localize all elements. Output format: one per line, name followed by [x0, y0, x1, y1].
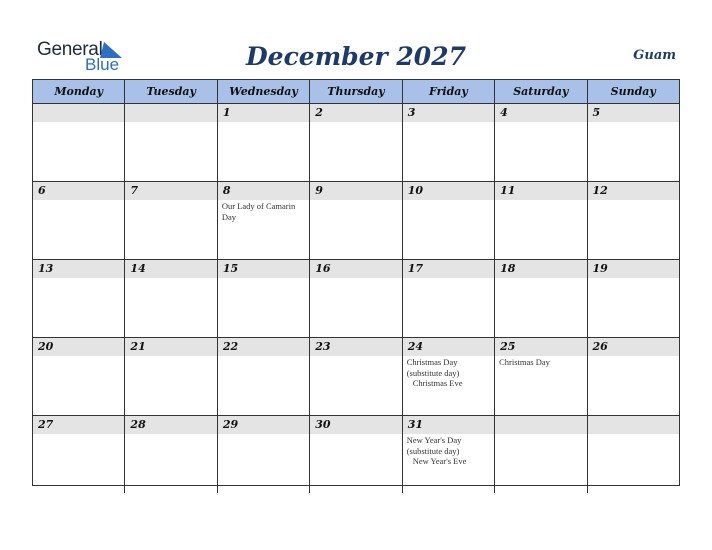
day-events [33, 356, 124, 357]
day-events [33, 434, 124, 435]
day-number: 12 [592, 184, 608, 197]
day-header-band [125, 182, 216, 200]
day-events [310, 356, 401, 357]
day-header-band [588, 416, 679, 434]
holiday-event: Christmas Day (substitute day) [406, 357, 460, 378]
day-header-band [125, 260, 216, 278]
day-number: 15 [222, 262, 239, 275]
day-cell [587, 182, 679, 259]
day-events [33, 200, 124, 201]
day-cell [217, 260, 309, 337]
day-number: 10 [407, 184, 423, 197]
day-events [495, 356, 586, 368]
day-events [218, 278, 309, 279]
day-events [310, 278, 401, 279]
day-number: 13 [38, 262, 54, 275]
day-number: 5 [592, 106, 601, 119]
weekday-header: Friday [402, 80, 494, 103]
day-cell [494, 338, 586, 415]
day-header-band [125, 338, 216, 356]
day-header-band [310, 416, 401, 434]
day-header-band [403, 104, 494, 122]
day-header-band [403, 338, 494, 356]
day-cell [402, 338, 494, 415]
calendar-week-row [33, 259, 679, 337]
day-cell [33, 104, 124, 181]
day-cell [587, 104, 679, 181]
day-events [218, 200, 309, 222]
day-header-band [403, 416, 494, 434]
day-cell [217, 338, 309, 415]
day-number: 18 [500, 262, 516, 275]
day-number: 29 [222, 418, 239, 431]
day-header-band [310, 338, 401, 356]
logo-text-general: General [37, 39, 103, 60]
day-events [588, 278, 679, 279]
day-number: 27 [38, 418, 54, 431]
day-cell [402, 260, 494, 337]
day-number: 20 [38, 340, 54, 353]
weekday-header: Sunday [587, 80, 679, 103]
weekday-header: Tuesday [124, 80, 216, 103]
day-number: 8 [222, 184, 231, 197]
day-cell [402, 104, 494, 181]
day-header-band [495, 104, 586, 122]
day-number: 23 [315, 340, 331, 353]
calendar-week-row [33, 415, 679, 493]
weekday-header: Saturday [494, 80, 586, 103]
day-header-band [125, 416, 216, 434]
day-number: 30 [315, 418, 331, 431]
calendar-week-row [33, 181, 679, 259]
day-header-band [33, 338, 124, 356]
holiday-event: Our Lady of Camarin Day [221, 201, 296, 222]
day-events [495, 200, 586, 201]
day-events [403, 200, 494, 201]
day-events [125, 122, 216, 123]
day-events [588, 434, 679, 435]
day-number: 19 [592, 262, 608, 275]
day-cell [33, 416, 124, 493]
day-header-band [33, 182, 124, 200]
day-cell [309, 260, 401, 337]
day-cell [402, 182, 494, 259]
day-number: 7 [130, 184, 139, 197]
day-number: 3 [407, 106, 416, 119]
day-cell [587, 338, 679, 415]
day-header-band [218, 182, 309, 200]
day-header-band [218, 104, 309, 122]
day-number: 22 [222, 340, 239, 353]
day-events [218, 122, 309, 123]
weekday-header: Monday [54, 85, 104, 98]
day-header-band [310, 104, 401, 122]
day-cell [124, 260, 216, 337]
day-number: 17 [407, 262, 423, 275]
day-cell [217, 182, 309, 259]
day-cell [124, 416, 216, 493]
day-events [495, 434, 586, 435]
weekday-header: Wednesday [217, 80, 309, 103]
day-header-band [588, 338, 679, 356]
day-header-band [218, 260, 309, 278]
calendar-week-row [33, 337, 679, 415]
day-cell [587, 416, 679, 493]
day-events [125, 434, 216, 435]
calendar-week-row [33, 104, 679, 181]
holiday-event: New Year's Eve [412, 456, 467, 466]
day-cell [309, 104, 401, 181]
day-header-band [33, 260, 124, 278]
day-number: 2 [315, 106, 323, 119]
weekday-header-row [33, 80, 679, 104]
day-cell [33, 182, 124, 259]
day-cell [124, 338, 216, 415]
day-events [403, 122, 494, 123]
day-cell [309, 338, 401, 415]
day-cell [33, 260, 124, 337]
calendar-weeks [33, 104, 679, 493]
day-number: 25 [500, 340, 516, 353]
day-header-band [310, 182, 401, 200]
holiday-event: Christmas Eve [412, 378, 463, 388]
day-header-band [495, 182, 586, 200]
day-header-band [33, 104, 124, 122]
day-cell [494, 260, 586, 337]
day-cell [217, 104, 309, 181]
day-events [218, 356, 309, 357]
day-header-band [588, 104, 679, 122]
day-events [403, 434, 494, 467]
holiday-event: Christmas Day [499, 357, 550, 367]
day-cell [494, 104, 586, 181]
day-events [403, 278, 494, 279]
day-events [125, 278, 216, 279]
day-cell [494, 182, 586, 259]
calendar-grid [32, 79, 680, 486]
day-number: 21 [130, 340, 146, 353]
day-number: 24 [407, 340, 423, 353]
day-cell [124, 104, 216, 181]
day-cell [587, 260, 679, 337]
day-header-band [403, 260, 494, 278]
day-header-band [403, 182, 494, 200]
day-number: 16 [315, 262, 331, 275]
country-label: Guam [633, 48, 676, 63]
day-number: 6 [38, 184, 46, 197]
day-number: 31 [407, 418, 423, 431]
day-events [125, 200, 216, 201]
day-cell [33, 338, 124, 415]
day-number: 9 [315, 184, 323, 197]
day-number: 14 [130, 262, 146, 275]
day-cell [309, 416, 401, 493]
day-number: 11 [500, 184, 516, 197]
day-events [310, 434, 401, 435]
day-cell [217, 416, 309, 493]
day-header-band [33, 416, 124, 434]
day-number: 26 [592, 340, 608, 353]
day-header-band [495, 416, 586, 434]
day-header-band [588, 260, 679, 278]
day-events [218, 434, 309, 435]
day-header-band [310, 260, 401, 278]
day-number: 28 [130, 418, 146, 431]
day-events [33, 122, 124, 123]
day-events [310, 122, 401, 123]
day-header-band [588, 182, 679, 200]
day-header-band [495, 338, 586, 356]
day-events [495, 122, 586, 123]
day-header-band [495, 260, 586, 278]
day-number: 1 [222, 106, 231, 119]
day-header-band [218, 416, 309, 434]
day-header-band [218, 338, 309, 356]
day-cell [309, 182, 401, 259]
day-number: 4 [500, 106, 508, 119]
day-events [588, 200, 679, 201]
weekday-header: Thursday [309, 80, 401, 103]
day-events [403, 356, 494, 389]
holiday-event: New Year's Day (substitute day) [406, 435, 462, 456]
day-events [495, 278, 586, 279]
day-events [588, 122, 679, 123]
day-events [588, 356, 679, 357]
day-cell [494, 416, 586, 493]
day-cell [402, 416, 494, 493]
day-events [310, 200, 401, 201]
day-events [125, 356, 216, 357]
page-title: December 2027 [245, 42, 466, 71]
logo-text-blue: Blue [85, 55, 120, 74]
day-events [33, 278, 124, 279]
day-cell [124, 182, 216, 259]
day-header-band [125, 104, 216, 122]
